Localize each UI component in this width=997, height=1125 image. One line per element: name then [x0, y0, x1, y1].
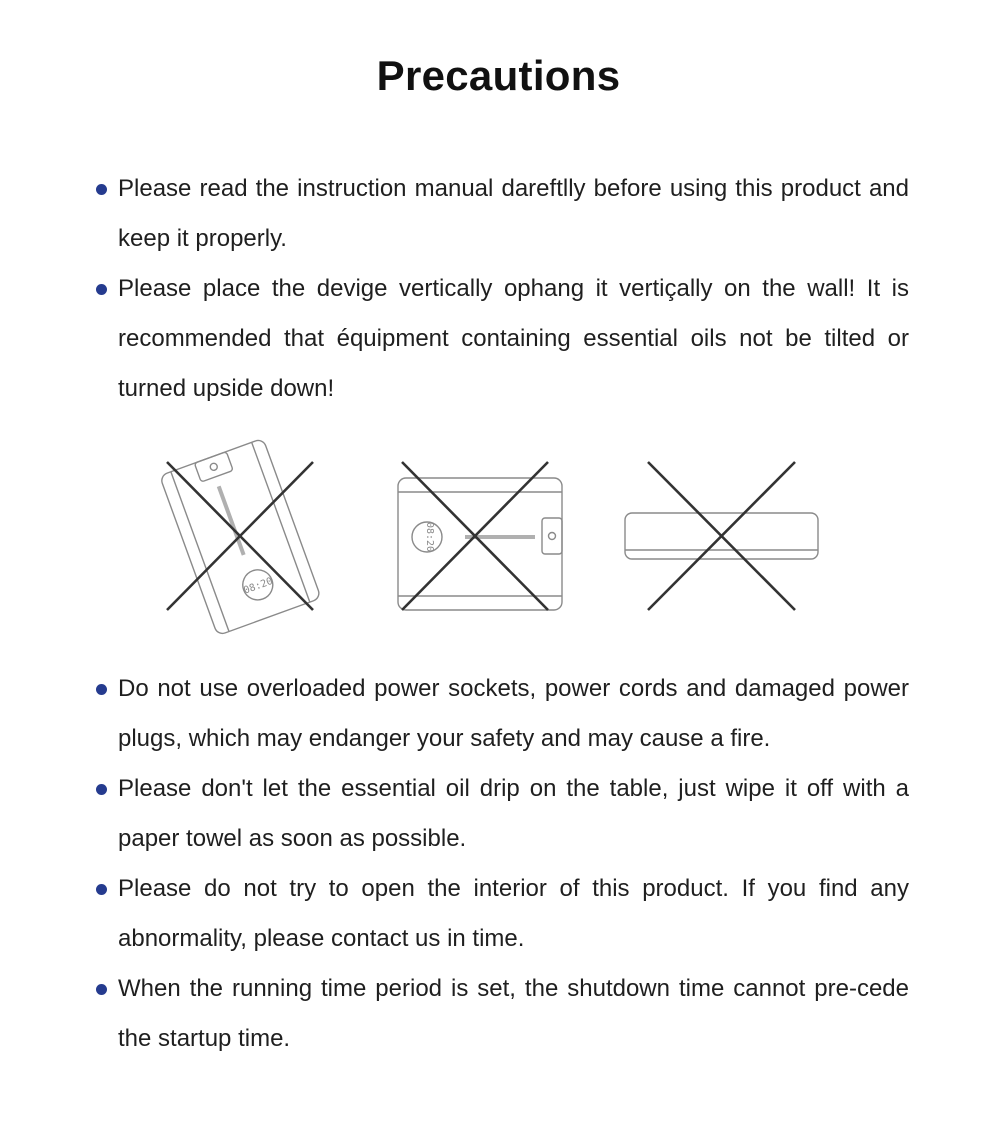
- list-item: [94, 164, 909, 264]
- precautions-list-top: [94, 164, 909, 414]
- sideways-device-crossed-icon: [398, 462, 562, 610]
- bullet-icon: [96, 784, 107, 795]
- display-readout: 08:20: [424, 521, 435, 553]
- precautions-list-bottom: [94, 664, 909, 1064]
- list-item: [94, 264, 909, 414]
- flat-device-crossed-icon: [625, 462, 818, 610]
- bullet-icon: [96, 284, 107, 295]
- precaution-text: Please read the instruction manual dareftlly before using this product and keep it properly.: [118, 175, 909, 252]
- bullet-icon: [96, 184, 107, 195]
- page-title: Precautions: [376, 52, 621, 99]
- precaution-text: Please place the devige vertically ophang it vertiçally on the wall! It is recommended that équipment containing essential oils not be tilted or turned upside down!: [118, 275, 909, 402]
- list-item: [94, 664, 909, 764]
- bullet-icon: [96, 684, 107, 695]
- precaution-text: Do not use overloaded power sockets, power cords and damaged power plugs, which may endanger your safety and may cause a fire.: [118, 675, 909, 752]
- list-item: [94, 864, 909, 964]
- list-item: [94, 764, 909, 864]
- list-item: [94, 964, 909, 1064]
- precaution-text: Please don't let the essential oil drip on the table, just wipe it off with a paper towel as soon as possible.: [118, 775, 909, 852]
- bullet-icon: [96, 884, 107, 895]
- precaution-text: Please do not try to open the interior of this product. If you find any abnormality, please contact us in time.: [118, 875, 909, 952]
- tilted-device-crossed-icon: [160, 438, 322, 635]
- display-readout: 08:20: [242, 575, 275, 597]
- orientation-illustrations: [140, 430, 840, 645]
- precaution-text: When the running time period is set, the shutdown time cannot pre-cede the startup time.: [118, 975, 909, 1052]
- bullet-icon: [96, 984, 107, 995]
